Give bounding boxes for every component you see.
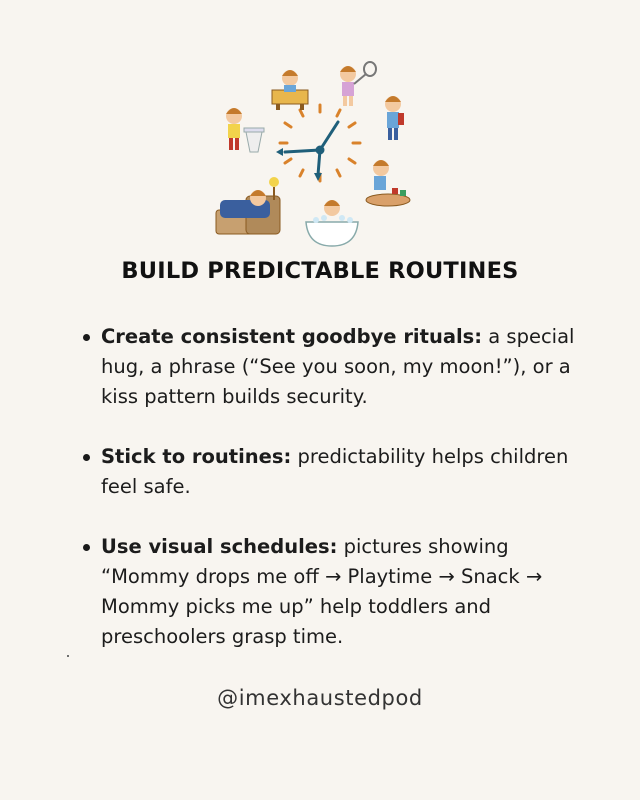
- list-item: [78, 532, 588, 652]
- child-brushing-teeth-icon: [226, 108, 264, 152]
- child-playing-icon: [340, 62, 376, 106]
- stray-dot: [67, 655, 69, 657]
- bullet-text: a special hug, a phrase (“See you soon, my moon!”), or a kiss pattern builds security.: [101, 325, 575, 408]
- bullet-label: Use visual schedules:: [101, 535, 338, 558]
- child-school-icon: [385, 96, 404, 140]
- clock-ticks: [280, 105, 360, 181]
- bullet-text: predictability helps children feel safe.: [101, 445, 569, 498]
- clock-hands: [276, 122, 338, 181]
- bullet-list: [78, 322, 588, 652]
- list-item: [78, 442, 588, 502]
- bullet-label: Stick to routines:: [101, 445, 292, 468]
- bullet-text: pictures showing “Mommy drops me off → Playtime → Snack → Mommy picks me up” help toddlers and preschoolers grasp time.: [101, 535, 543, 648]
- page-title: BUILD PREDICTABLE ROUTINES: [121, 258, 519, 284]
- social-handle: @imexhaustedpod: [217, 686, 423, 710]
- child-toys-icon: [366, 160, 410, 206]
- bullet-label: Create consistent goodbye rituals:: [101, 325, 483, 348]
- child-bath-icon: [306, 200, 358, 246]
- child-sleeping-icon: [216, 177, 280, 234]
- list-item: [78, 322, 588, 412]
- child-eating-icon: [272, 70, 308, 110]
- daily-routine-clock-illustration: [210, 60, 430, 255]
